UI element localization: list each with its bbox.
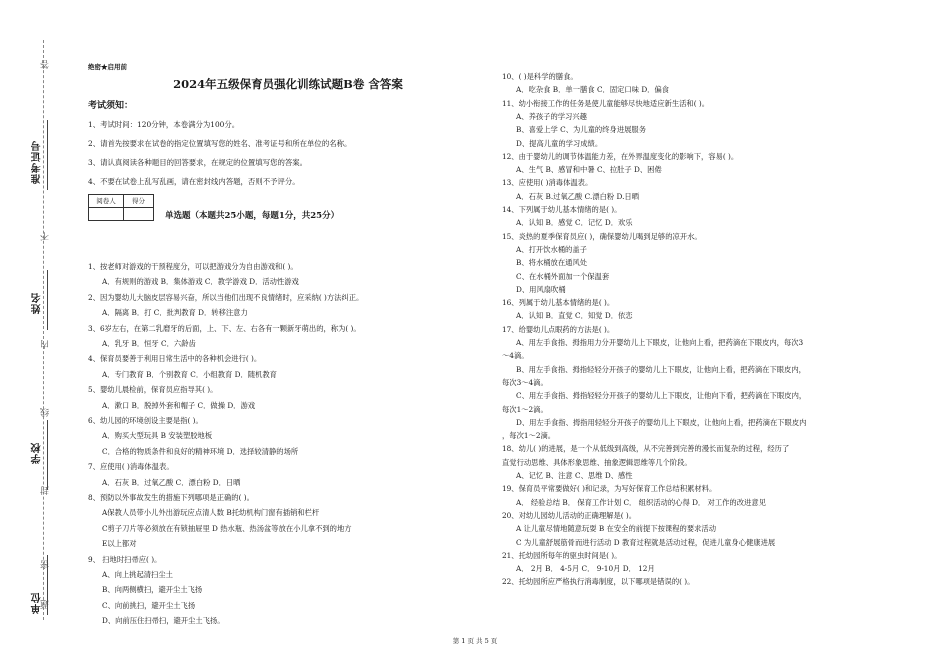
binding-margin	[0, 0, 70, 671]
answer-option-line: B、用左手食指、拇指轻轻分开孩子的婴幼儿上下眼皮，让他向上看，把药滴在下眼皮内，	[516, 364, 806, 374]
answer-option-line: C 为儿童舒展筋骨而进行活动 D 教育过程就是活动过程，促进儿童身心健康进展	[516, 537, 776, 547]
notice-item: 3、请认真阅读各种题目的回答要求，在规定的位置填写您的答案。	[88, 158, 308, 167]
question-line: 1、按老师对游戏的干预程度分，可以把游戏分为自由游戏和( )。	[88, 262, 298, 271]
page-footer: 第 1 页 共 5 页	[452, 637, 498, 645]
margin-mark-3: 内	[41, 340, 51, 349]
margin-mark-4: 线	[41, 408, 51, 417]
question-line: 15、炎热的夏季保育员应( )，确保婴幼儿喝到足够的凉开水。	[502, 231, 702, 241]
question-line: 16、列属于幼儿基本情绪的是( )。	[502, 298, 615, 308]
seal-dashed-line	[43, 40, 44, 620]
answer-option-line: A保教人员带小儿外出游玩应点清人数 B托幼机构门窗有插销和栏杆	[102, 508, 320, 518]
question-line: 直觉行动思维、具体形象思维、抽象逻辑思维等几个阶段。	[502, 457, 692, 467]
answer-option-line: B、喜爱上学 C、为儿童的终身进展服务	[516, 125, 647, 135]
answer-option-line: A、记忆 B、注意 C、思维 D、感性	[516, 471, 633, 480]
notice-item: 4、不要在试卷上乱写乱画，请在密封线内答题，否则不予评分。	[88, 177, 300, 186]
question-line: 12、由于婴幼儿的调节体温能力差，在外界温度变化的影响下，容易( )。	[502, 151, 739, 161]
question-line: 9、 扫地时扫帚应( )。	[88, 554, 162, 564]
school-underline	[47, 420, 48, 490]
margin-label-name: 姓名	[32, 292, 43, 314]
answer-option-line: A、用左手食指、拇指用力分开婴幼儿上下眼皮，让他向上看，把药滴在下眼皮内，每次3	[516, 338, 804, 347]
answer-option-line: B、向两侧横扫，避开尘土飞扬	[102, 585, 203, 595]
answer-option-line: A．石灰 B．过氧乙酸 C．漂白粉 D．日晒	[102, 477, 241, 487]
question-line: 14、下列属于幼儿基本情绪的是( )。	[502, 205, 622, 214]
answer-option-line: A．隔离 B．打 C．批判教育 D．转移注意力	[102, 308, 248, 318]
answer-option-line: A．专门教育 B．个别教育 C．小组教育 D．随机教育	[102, 369, 277, 379]
margin-label-school: 学校	[32, 442, 43, 464]
answer-option-line: A、养孩子的学习兴趣	[516, 111, 587, 121]
question-line: 17、给婴幼儿点眼药的方法是( )。	[502, 324, 615, 334]
answer-option-line: A．认知 B．直觉 C．知觉 D．依恋	[516, 311, 633, 321]
question-line: ，每次1～2滴。	[502, 431, 556, 441]
answer-option-line: A．乳牙 B．恒牙 C．六龄齿	[102, 339, 196, 348]
section-title: 单选题（本题共25小题，每题1分，共25分）	[165, 211, 340, 221]
question-line: 20、对幼儿园幼儿活动的正确理解是( )。	[502, 510, 637, 520]
score-box-score: 得分	[124, 195, 153, 208]
answer-option-line: A．认知 B．感觉 C．记忆 D．欢乐	[516, 218, 633, 228]
secret-label: 绝密★启用前	[88, 63, 127, 71]
answer-option-line: A、生气 B、感冒和中暑 C、拉肚子 D、困倦	[516, 165, 662, 175]
answer-option-line: A、打开饮水桶的盖子	[516, 244, 587, 254]
question-line: 每次3～4滴。	[502, 377, 548, 387]
question-line: 10、( )是科学的膳食。	[502, 72, 578, 81]
document-title: 2024年五级保育员强化训练试题B卷 含答案	[173, 77, 403, 91]
answer-option-line: D、向前压住扫帚扫，避开尘土飞扬。	[102, 616, 225, 626]
answer-option-line: A、向上挑起清扫尘土	[102, 570, 173, 579]
name-underline	[47, 270, 48, 330]
score-box	[88, 194, 154, 221]
question-line: 2、因为婴幼儿大脑皮层容易兴奋，所以当他们出现不良情绪时，应采纳( )方法纠正。	[88, 292, 364, 302]
answer-option-line: C、在水桶外面加一个保温套	[516, 271, 610, 281]
answer-option-line: A．石灰 B.过氧乙酸 C.漂白粉 D.日晒	[516, 191, 640, 201]
answer-option-line: A．吃杂食 B．单一膳食 C．固定口味 D．偏食	[516, 85, 670, 95]
question-line: 5、婴幼儿晨检前，保育员应指导其( )。	[88, 385, 218, 395]
answer-option-line: C剪子刀片等必须放在有锁抽屉里 D 热水瓶、热汤盆等放在小儿拿不到的地方	[102, 523, 352, 533]
margin-label-exam-id: 准考证号	[32, 140, 43, 184]
answer-option-line: D、用左手食指、拇指用轻轻分开孩子的婴幼儿上下眼皮，让他向上看，把药滴在下眼皮内	[516, 417, 807, 427]
question-line: 7、应使用( )消毒体温表。	[88, 462, 174, 472]
question-line: 18、幼儿( )的进展，是一个从低级到高级，从不完善到完善的漫长而复杂的过程，经历了	[502, 444, 790, 454]
question-line: 每次1～2滴。	[502, 404, 548, 414]
question-line: ～4滴。	[502, 351, 529, 361]
notice-item: 2、请首先按要求在试卷的指定位置填写您的姓名、准考证号和所在单位的名称。	[88, 139, 352, 148]
score-box-grader: 阅卷人	[89, 195, 124, 208]
answer-option-line: A． 经验总结 B． 保育工作计划 C． 组织活动的心得 D． 对工作的改进意见	[516, 497, 766, 507]
notice-heading: 考试须知：	[88, 101, 134, 111]
question-line: 13、应使用( )消毒体温表。	[502, 178, 593, 188]
score-box-divider	[123, 207, 124, 220]
question-line: 21、托幼园所每年的驱虫时间是( )。	[502, 550, 622, 560]
question-line: 6、幼儿园的环境创设主要是指( )。	[88, 416, 203, 425]
notice-item: 1、考试时间：120分钟，本卷满分为100分。	[88, 120, 240, 129]
margin-mark-bottom: 题	[41, 600, 51, 609]
margin-label-unit: 单位	[32, 592, 43, 614]
answer-option-line: C．合格的物质条件和良好的精神环境 D．选择较清静的场所	[102, 446, 299, 456]
answer-option-line: B、将水桶放在通风处	[516, 258, 588, 268]
question-line: 8、预防以外事故发生的措施下列哪项是正确的( )。	[88, 493, 254, 502]
answer-option-line: A．漱口 B．脱掉外套和帽子 C．做操 D．游戏	[102, 400, 256, 410]
answer-option-line: C、用左手食指、拇指轻轻分开孩子的婴幼儿上下眼皮，让他向下看，把药滴在下眼皮内，	[516, 391, 807, 401]
margin-mark-2: 不	[41, 232, 51, 241]
answer-option-line: A 让儿童尽情地随意玩耍 B 在安全的前提下按课程的要求活动	[516, 524, 717, 534]
margin-mark-top: 答	[41, 60, 51, 69]
answer-option-line: A．有规则的游戏 B．集体游戏 C．教学游戏 D．活动性游戏	[102, 277, 299, 287]
question-line: 19、保育员平常要做好( )和记录，为写好保育工作总结积累材料。	[502, 484, 717, 494]
answer-option-line: D、用风扇吹桶	[516, 284, 566, 294]
margin-mark-5: 封	[41, 486, 51, 495]
answer-option-line: C、向前挑扫，避开尘土飞扬	[102, 600, 196, 610]
answer-option-line: E以上都对	[102, 539, 137, 549]
question-line: 3、6岁左右，在第二乳磨牙的后面，上、下、左、右各有一颗新牙萌出的，称为( )。	[88, 323, 361, 333]
answer-option-line: A． 2月 B． 4-5月 C． 9-10月 D． 12月	[516, 564, 655, 574]
answer-option-line: A．购买大型玩具 B 安装塑胶地板	[102, 431, 213, 441]
question-line: 11、幼小衔接工作的任务是使儿童能够尽快地适应新生活和( )。	[502, 98, 710, 108]
exam-id-underline	[47, 120, 48, 190]
margin-mark-6: 密	[41, 560, 51, 569]
question-line: 4、保育员要善于利用日常生活中的各种机会进行( )。	[88, 354, 262, 364]
question-line: 22、托幼园所应严格执行消毒制度，以下哪项是错误的( )。	[502, 577, 695, 587]
answer-option-line: D、提高儿童的学习成绩。	[516, 138, 603, 148]
